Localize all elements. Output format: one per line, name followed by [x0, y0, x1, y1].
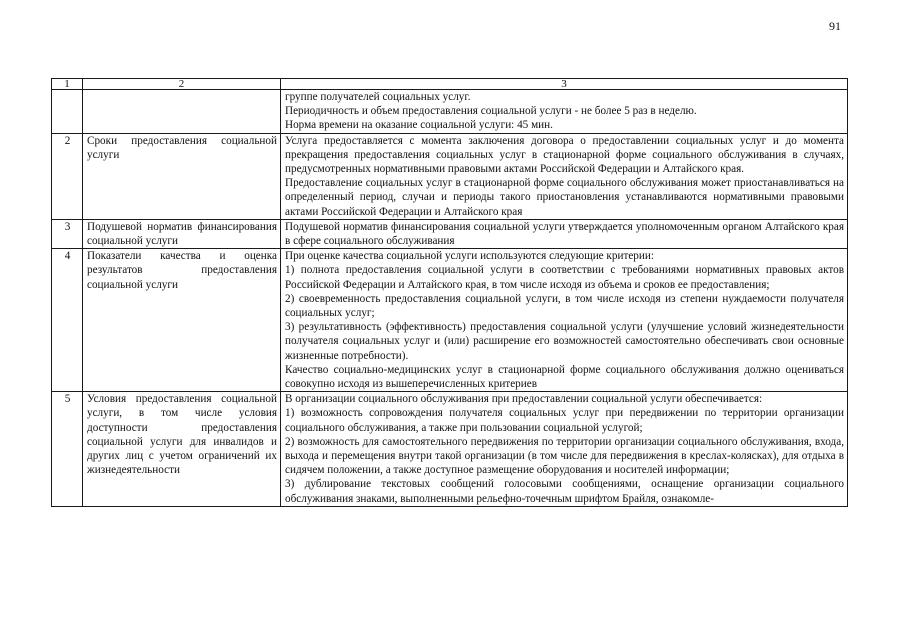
description-line: 1) возможность сопровождения получателя социальных услуг при передвижении по территории организации социального обслуживания, а также при пользовании социальной услугой;	[285, 407, 844, 434]
description-line: При оценке качества социальной услуги используются следующие критерии:	[285, 250, 654, 263]
description-line: 3) дублирование текстовых сообщений голосовыми сообщениями, оснащение организации социального обслуживания знаками, выполненными рельефно-точечным шрифтом Брайля, ознакомле-	[285, 478, 844, 505]
row-title: Условия предоставления социальной услуги, в том числе условия доступности предоставления социальной услуги для инвалидов и других лиц с учетом ограничений их жизнедеятельности	[83, 392, 281, 507]
row-description	[281, 219, 848, 248]
row-title	[83, 90, 281, 134]
description-line: Подушевой норматив финансирования социальной услуги утверждается уполномоченным органом Алтайского края в сфере социального обслуживания	[285, 220, 844, 248]
table-row	[52, 392, 848, 507]
row-description	[281, 90, 848, 134]
row-description	[281, 249, 848, 392]
table-row	[52, 90, 848, 134]
row-number: 2	[52, 133, 83, 219]
table-row	[52, 133, 848, 219]
description-line: 1) полнота предоставления социальной услуги в соответствии с требованиями нормативных правовых актов Российской Федерации и Алтайского края, в том числе исходя из объема и сроков ее предоставления;	[285, 264, 844, 291]
description-line: 2) возможность для самостоятельного передвижения по территории организации социального обслуживания, входа, выхода и перемещения внутри такой организации (в том числе для передвижения в креслах-колясках), для отдыха в сидячем положении, а также доступное размещение оборудования и носителей информации;	[285, 435, 844, 477]
row-number: 5	[52, 392, 83, 507]
table-row	[52, 249, 848, 392]
row-description	[281, 133, 848, 219]
row-number	[52, 90, 83, 134]
row-description	[281, 392, 848, 507]
services-table	[51, 78, 848, 507]
row-title: Подушевой норматив финансирования социальной услуги	[83, 219, 281, 248]
table-header-row	[52, 79, 848, 90]
description-line: Периодичность и объем предоставления социальной услуги - не более 5 раз в неделю.	[285, 105, 697, 118]
description-line: Предоставление социальных услуг в стационарной форме социального обслуживания может приостанавливаться на определенный период, случаи и периоды такого приостановления устанавливаются нормативными правовыми актами Российской Федерации и Алтайского края	[285, 177, 844, 218]
description-line: Услуга предоставляется с момента заключения договора о предоставлении социальных услуг и до момента прекращения предоставления социальных услуг в стационарной форме социального обслуживания в случаях, предусмотренных нормативными правовыми актами Российской Федерации и Алтайского края.	[285, 134, 844, 176]
row-number: 3	[52, 219, 83, 248]
description-line: 3) результативность (эффективность) предоставления социальной услуги (улучшение условий жизнедеятельности получателя социальных услуг и (или) расширение его возможностей самостоятельно обеспечивать свои основные жизненные потребности).	[285, 321, 844, 362]
description-line: Норма времени на оказание социальной услуги: 45 мин.	[285, 119, 553, 132]
row-number: 4	[52, 249, 83, 392]
description-line: 2) своевременность предоставления социальной услуги, в том числе исходя из степени нуждаемости получателя социальных услуг;	[285, 292, 844, 320]
description-line: группе получателей социальных услуг.	[285, 91, 471, 103]
table-row	[52, 219, 848, 248]
row-title: Показатели качества и оценка результатов предоставления социальной услуги	[83, 249, 281, 392]
description-line: В организации социального обслуживания при предоставлении социальной услуги обеспечивается:	[285, 393, 763, 406]
column-header-2: 2	[83, 79, 281, 90]
description-line: Качество социально-медицинских услуг в стационарной форме социального обслуживания должно оцениваться совокупно исходя из вышеперечисленных критериев	[285, 363, 844, 391]
column-header-3: 3	[281, 79, 848, 90]
page-number: 91	[829, 19, 841, 33]
row-title: Сроки предоставления социальной услуги	[83, 133, 281, 219]
column-header-1: 1	[52, 79, 83, 90]
